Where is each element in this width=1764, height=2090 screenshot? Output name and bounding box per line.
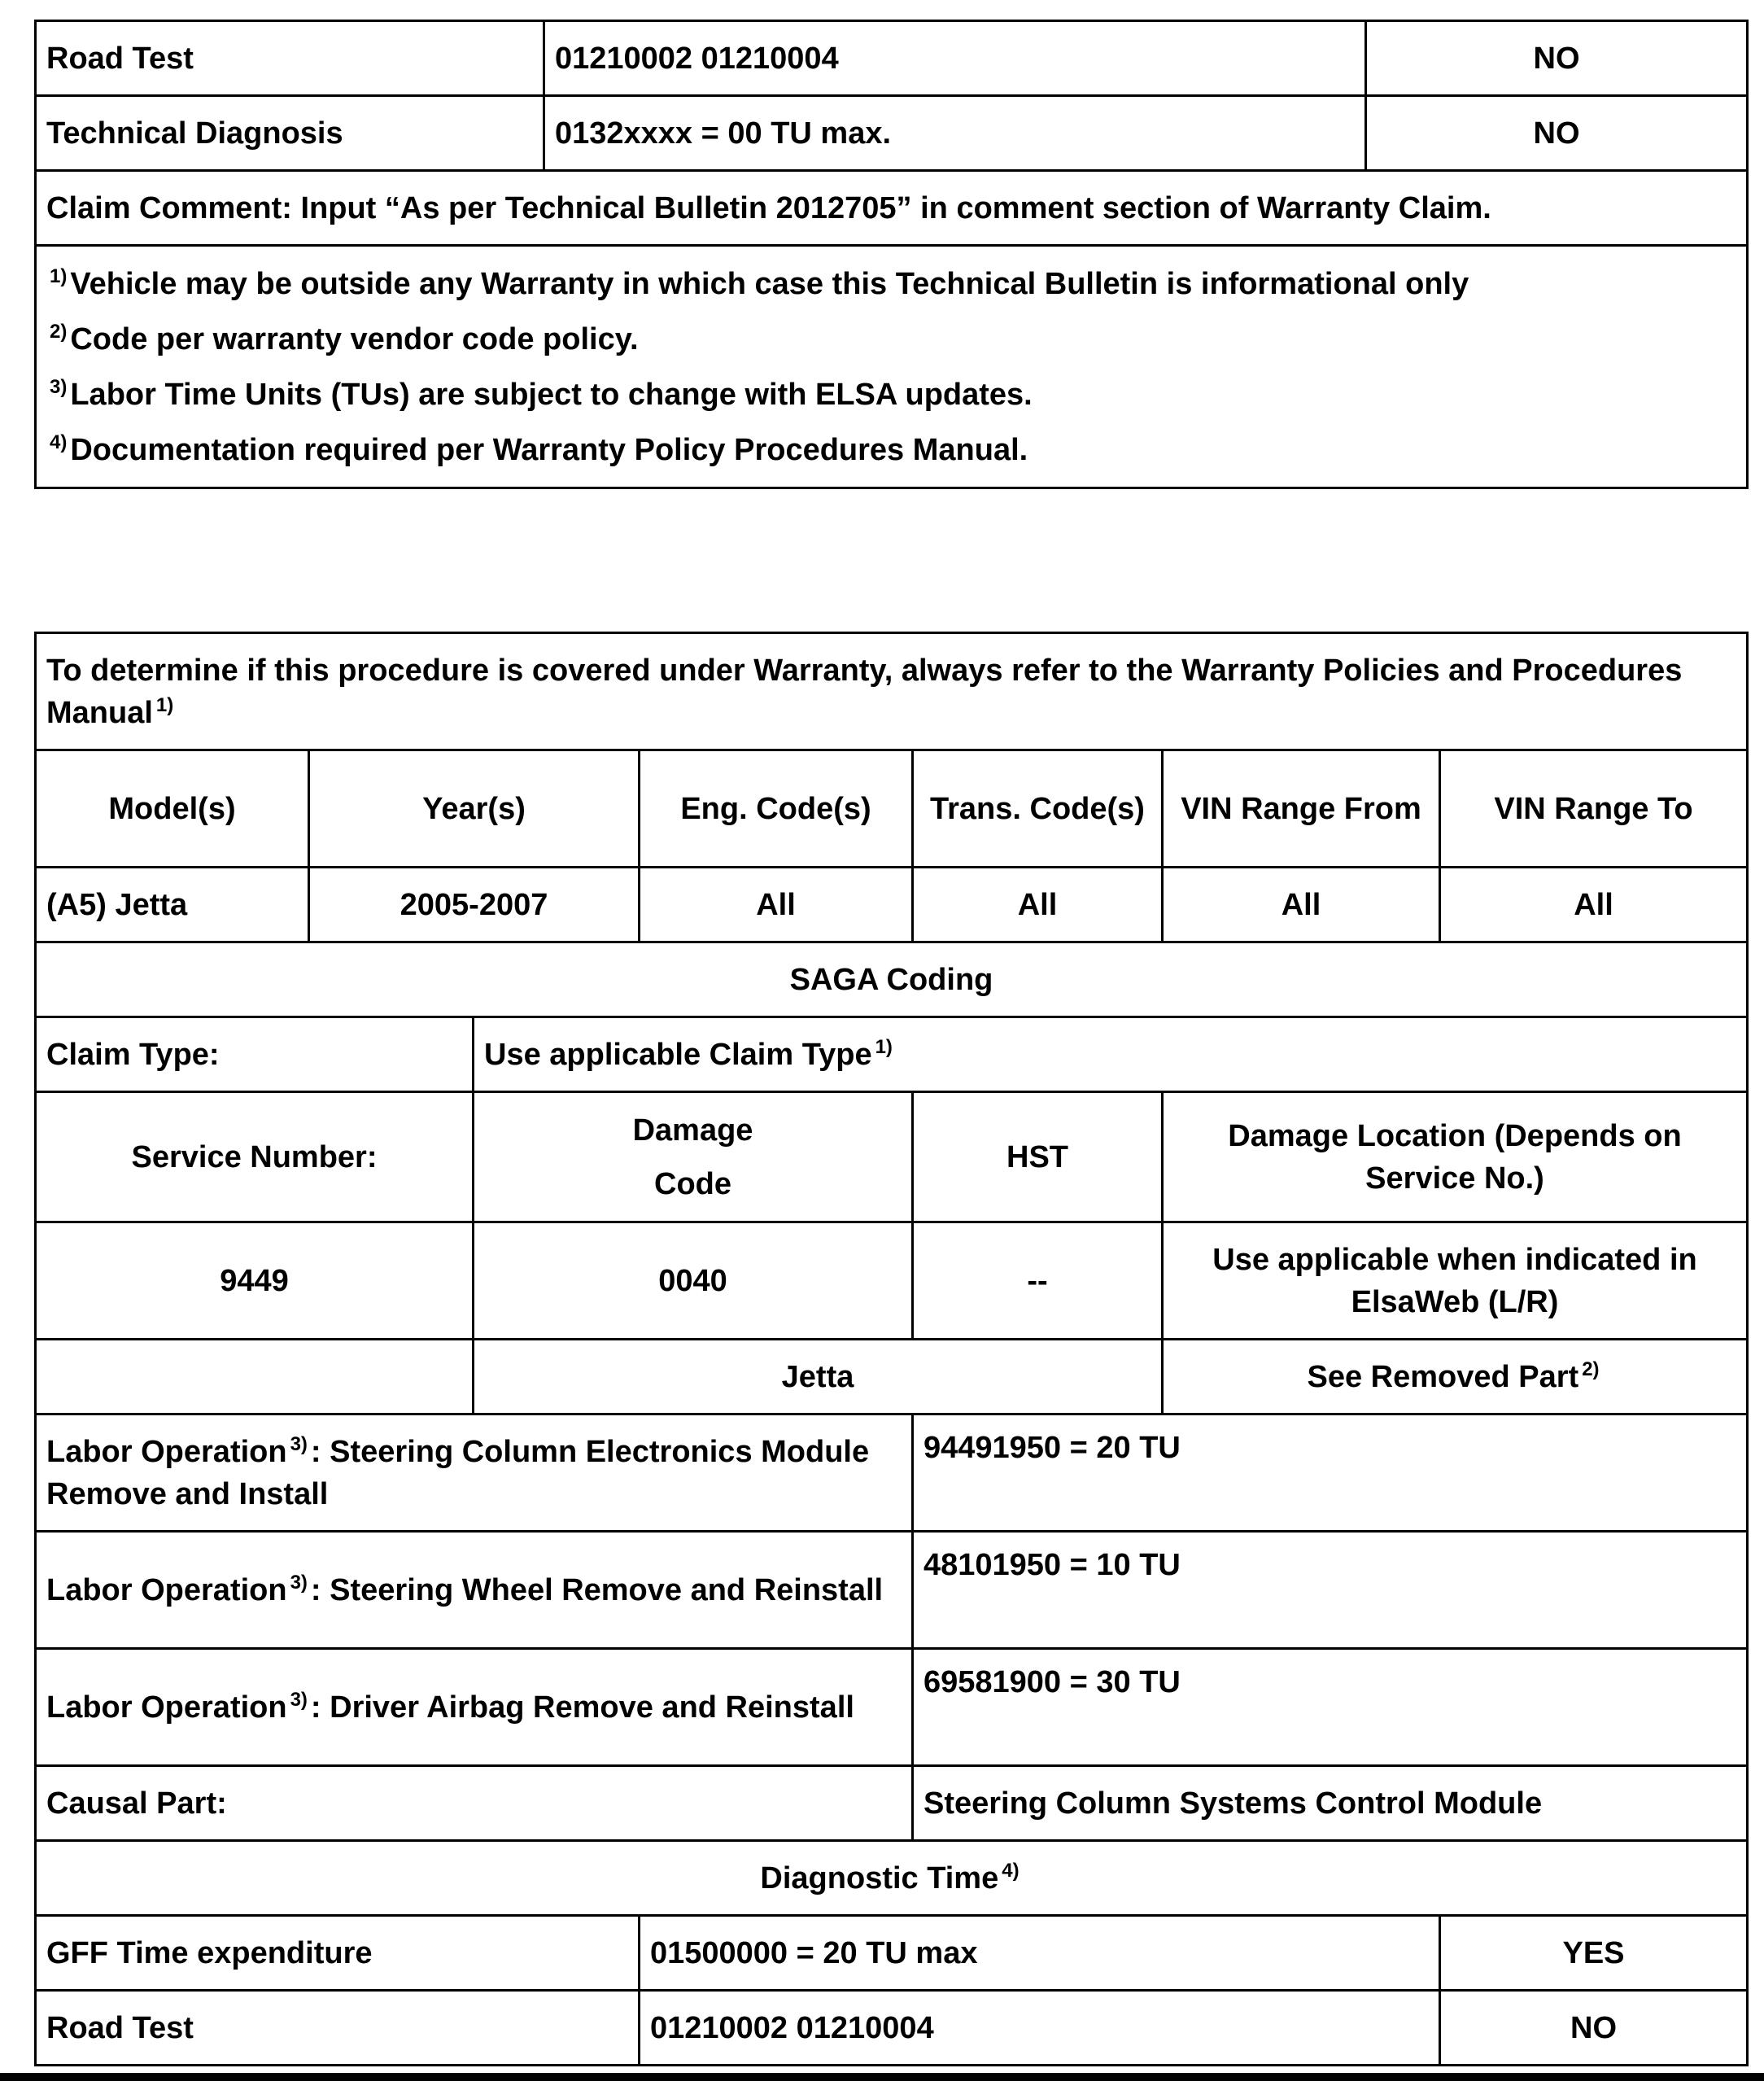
- saga-title: SAGA Coding: [36, 942, 1748, 1017]
- claim-type-value-cell: [474, 1017, 1748, 1092]
- claim-comment: Claim Comment: Input “As per Technical Bulletin 2012705” in comment section of Warranty Claim.: [36, 171, 1748, 246]
- diagnostic-title-cell: [36, 1841, 1748, 1916]
- vehicle-header-row: [36, 750, 1748, 868]
- vehicle-vin-to: All: [1440, 868, 1748, 942]
- bottom-rule: [0, 2073, 1764, 2081]
- warranty-table: [34, 632, 1749, 2066]
- footnote-mark: 3): [290, 1571, 308, 1594]
- labor-op-desc: : Driver Airbag Remove and Reinstall: [310, 1690, 854, 1725]
- claim-type-value: Use applicable Claim Type: [484, 1037, 872, 1072]
- vehicle-model: (A5) Jetta: [36, 868, 309, 942]
- labor-op-row: [36, 1649, 1748, 1766]
- footnote-mark: 2): [1582, 1358, 1600, 1380]
- labor-op-description: [36, 1532, 913, 1649]
- footnote-mark: 3): [50, 376, 68, 398]
- damage-location-value: Use applicable when indicated in ElsaWeb (L/R): [1163, 1222, 1748, 1340]
- table-row: [36, 1916, 1748, 1991]
- labor-codes-table-top: [34, 20, 1749, 489]
- labor-op-desc: : Steering Wheel Remove and Reinstall: [310, 1572, 884, 1607]
- damage-location-label: Damage Location (Depends on Service No.): [1163, 1092, 1748, 1222]
- causal-part-value: Steering Column Systems Control Module: [913, 1766, 1748, 1841]
- causal-part-row: [36, 1766, 1748, 1841]
- table-row: [36, 1991, 1748, 2066]
- row-flag: NO: [1440, 1991, 1748, 2066]
- hst-label: HST: [913, 1092, 1163, 1222]
- row-label: Road Test: [36, 21, 544, 96]
- header-models: Model(s): [36, 750, 309, 868]
- row-flag: NO: [1366, 96, 1748, 171]
- removed-part: See Removed Part: [1307, 1359, 1579, 1394]
- table-row: [36, 21, 1748, 96]
- header-trans-code: Trans. Code(s): [913, 750, 1163, 868]
- footnote-mark: 1): [50, 265, 68, 287]
- diagnostic-title-row: [36, 1841, 1748, 1916]
- footnote-mark: 4): [50, 431, 68, 453]
- footnote-mark: 4): [1002, 1859, 1020, 1882]
- service-values-row: [36, 1222, 1748, 1340]
- diagnostic-title: Diagnostic Time: [760, 1860, 999, 1895]
- labor-op-description: [36, 1649, 913, 1766]
- empty-cell: [36, 1340, 474, 1414]
- footnotes-row: [36, 246, 1748, 488]
- causal-part-label: Causal Part:: [36, 1766, 913, 1841]
- footnote-3: [46, 367, 1736, 422]
- footnote-mark: 1): [875, 1035, 893, 1058]
- intro-text: To determine if this procedure is covered under Warranty, always refer to the Warranty Policies and Procedures Manual: [46, 653, 1683, 730]
- row-code: 01210002 01210004: [544, 21, 1366, 96]
- damage-code-label-line1: Damage: [632, 1113, 753, 1148]
- footnote-text: Labor Time Units (TUs) are subject to change with ELSA updates.: [70, 378, 1033, 412]
- labor-op-description: [36, 1414, 913, 1532]
- header-years: Year(s): [309, 750, 640, 868]
- hst-value: --: [913, 1222, 1163, 1340]
- claim-type-label: Claim Type:: [36, 1017, 474, 1092]
- service-header-row: [36, 1092, 1748, 1222]
- labor-op-row: [36, 1414, 1748, 1532]
- labor-op-code: 48101950 = 10 TU: [913, 1532, 1748, 1649]
- saga-title-row: [36, 942, 1748, 1017]
- labor-op-prefix: Labor Operation: [46, 1690, 287, 1725]
- footnote-text: Code per warranty vendor code policy.: [70, 322, 639, 356]
- footnote-mark: 1): [155, 693, 174, 716]
- removed-part-cell: [1163, 1340, 1748, 1414]
- row-label: GFF Time expenditure: [36, 1916, 640, 1991]
- intro-row: [36, 633, 1748, 750]
- footnote-1: [46, 256, 1736, 312]
- row-code: 0132xxxx = 00 TU max.: [544, 96, 1366, 171]
- claim-comment-row: [36, 171, 1748, 246]
- labor-op-row: [36, 1532, 1748, 1649]
- claim-type-row: [36, 1017, 1748, 1092]
- labor-op-desc: : Steering Column Electronics Module Remove and Install: [46, 1434, 870, 1511]
- labor-op-code: 94491950 = 20 TU: [913, 1414, 1748, 1532]
- row-code: 01500000 = 20 TU max: [640, 1916, 1440, 1991]
- labor-op-prefix: Labor Operation: [46, 1434, 287, 1469]
- labor-op-prefix: Labor Operation: [46, 1572, 287, 1607]
- vehicle-vin-from: All: [1163, 868, 1440, 942]
- damage-code-value: 0040: [474, 1222, 913, 1340]
- row-flag: YES: [1440, 1916, 1748, 1991]
- footnote-mark: 3): [290, 1688, 308, 1711]
- table-row: [36, 96, 1748, 171]
- header-vin-to: VIN Range To: [1440, 750, 1748, 868]
- header-eng-code: Eng. Code(s): [640, 750, 913, 868]
- header-vin-from: VIN Range From: [1163, 750, 1440, 868]
- damage-code-label-line2: Code: [654, 1166, 731, 1201]
- service-number-label: Service Number:: [36, 1092, 474, 1222]
- footnote-mark: 3): [290, 1432, 308, 1455]
- footnote-mark: 2): [50, 321, 68, 343]
- vehicle-row: [36, 868, 1748, 942]
- part-model: Jetta: [474, 1340, 1163, 1414]
- footnote-text: Vehicle may be outside any Warranty in which case this Technical Bulletin is informational only: [70, 267, 1469, 301]
- row-flag: NO: [1366, 21, 1748, 96]
- damage-code-label: [474, 1092, 913, 1222]
- vehicle-trans-code: All: [913, 868, 1163, 942]
- labor-op-code: 69581900 = 30 TU: [913, 1649, 1748, 1766]
- vehicle-eng-code: All: [640, 868, 913, 942]
- row-code: 01210002 01210004: [640, 1991, 1440, 2066]
- service-number-value: 9449: [36, 1222, 474, 1340]
- footnote-4: [46, 422, 1736, 478]
- footnote-2: [46, 312, 1736, 367]
- row-label: Road Test: [36, 1991, 640, 2066]
- row-label: Technical Diagnosis: [36, 96, 544, 171]
- part-row: [36, 1340, 1748, 1414]
- footnote-text: Documentation required per Warranty Policy Procedures Manual.: [70, 433, 1028, 467]
- vehicle-years: 2005-2007: [309, 868, 640, 942]
